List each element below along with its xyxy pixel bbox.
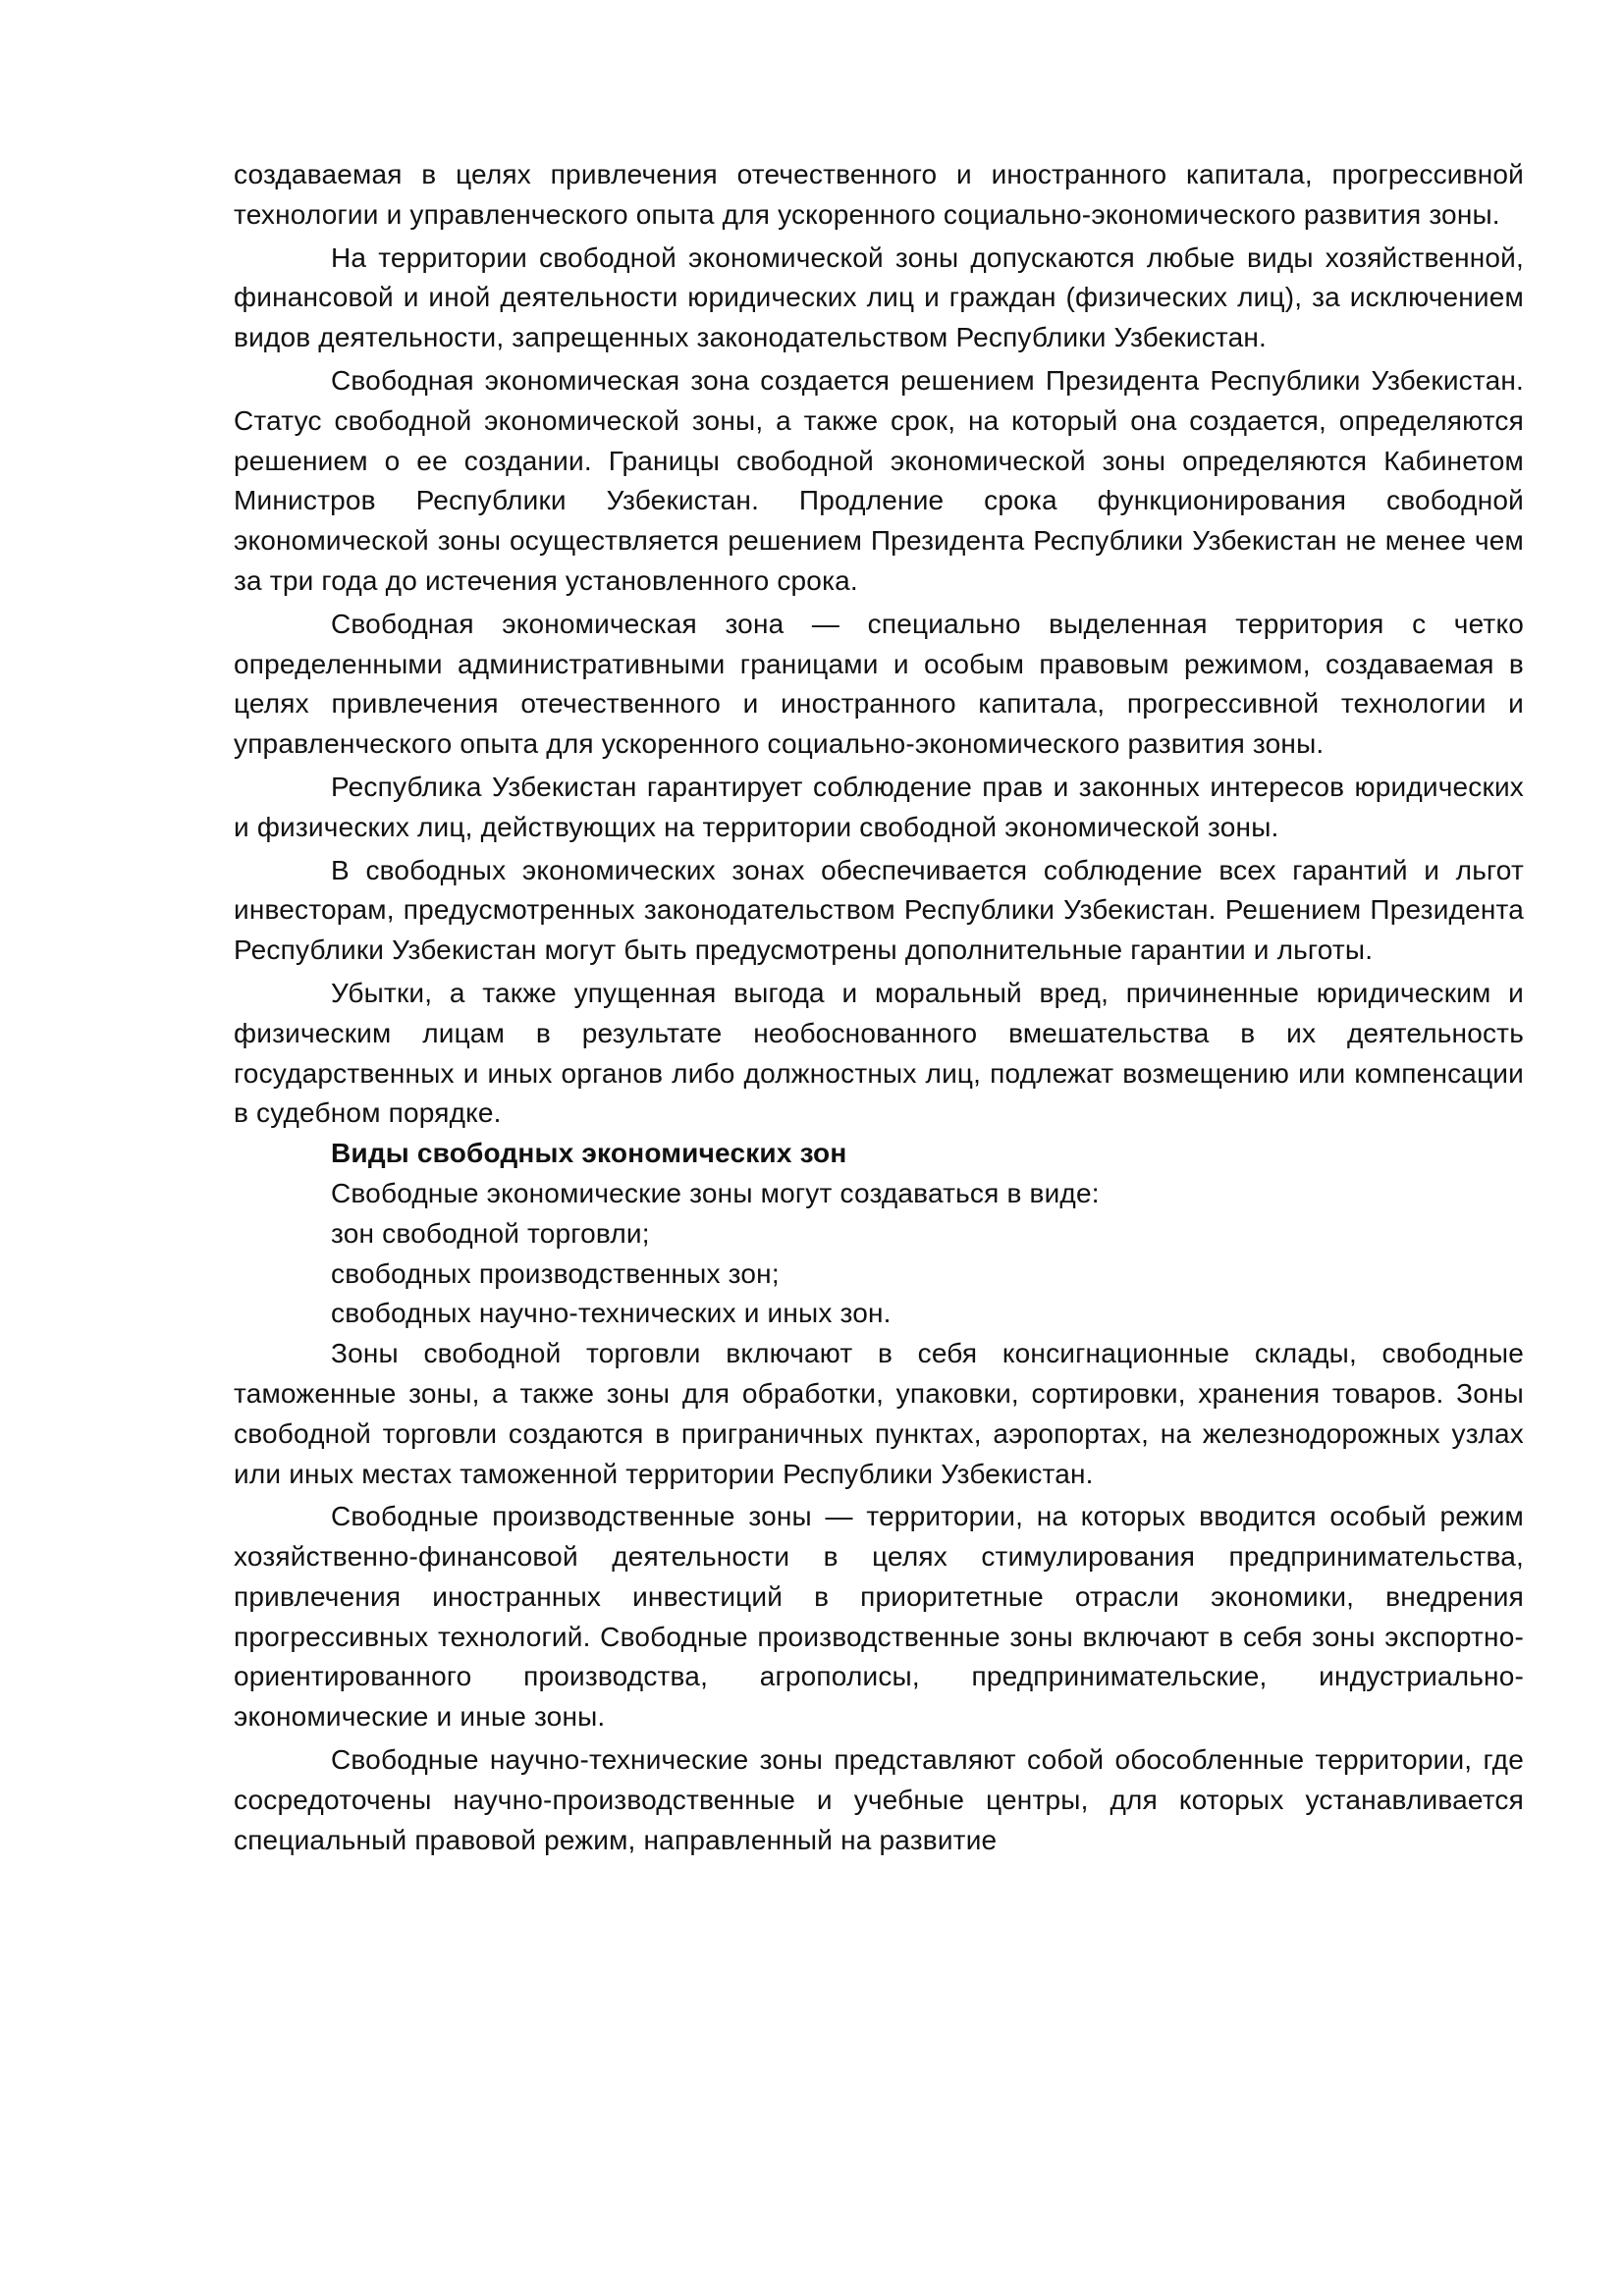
paragraph: Свободные научно-технические зоны представляют собой обособленные территории, где сосредоточены научно-производственные и учебные центры, для которых устанавливается специальный правовой режим, направленный на развитие — [234, 1744, 1524, 1855]
section-heading: Виды свободных экономических зон — [331, 1138, 847, 1169]
list-intro: Свободные экономические зоны могут создаваться в виде: — [331, 1177, 1100, 1208]
list-item: свободных производственных зон; — [331, 1257, 780, 1289]
paragraph-continued: создаваемая в целях привлечения отечественного и иностранного капитала, прогрессивной технологии и управленческого опыта для ускоренного социально-экономического развития зоны. — [234, 159, 1524, 230]
paragraph: На территории свободной экономической зоны допускаются любые виды хозяйственной, финансовой и иной деятельности юридических лиц и граждан (физических лиц), за исключением видов деятельности, запрещенных законодательством Республики Узбекистан. — [234, 241, 1524, 353]
list-item: свободных научно-технических и иных зон. — [331, 1298, 892, 1329]
paragraph: Свободная экономическая зона — специально выделенная территория с четко определенными административными границами и особым правовым режимом, создаваемая в целях привлечения отечественного и иностранного капитала, прогрессивной технологии и управленческого опыта для ускоренного социально-экономического развития зоны. — [234, 608, 1524, 760]
document-page — [234, 155, 1524, 1860]
list-item: зон свободной торговли; — [331, 1217, 650, 1249]
paragraph: Зоны свободной торговли включают в себя консигнационные склады, свободные таможенные зоны, а также зоны для обработки, упаковки, сортировки, хранения товаров. Зоны свободной торговли создаются в приграничных пунктах, аэропортах, на железнодорожных узлах или иных местах таможенной территории Республики Узбекистан. — [234, 1338, 1524, 1489]
paragraph: Свободная экономическая зона создается решением Президента Республики Узбекистан. Статус свободной экономической зоны, а также срок, на который она создается, определяются решением о ее создании. Границы свободной экономической зоны определяются Кабинетом Министров Республики Узбекистан. Продление срока функционирования свободной экономической зоны осуществляется решением Президента Республики Узбекистан не менее чем за три года до истечения установленного срока. — [234, 364, 1524, 596]
paragraph: Республика Узбекистан гарантирует соблюдение прав и законных интересов юридических и физических лиц, действующих на территории свободной экономической зоны. — [234, 771, 1524, 842]
paragraph: Свободные производственные зоны — территории, на которых вводится особый режим хозяйственно-финансовой деятельности в целях стимулирования предпринимательства, привлечения иностранных инвестиций в приоритетные отрасли экономики, внедрения прогрессивных технологий. Свободные производственные зоны включают в себя зоны экспортно-ориентированного производства, агрополисы, предпринимательские, индустриально-экономические и иные зоны. — [234, 1501, 1524, 1733]
paragraph: В свободных экономических зонах обеспечивается соблюдение всех гарантий и льгот инвесторам, предусмотренных законодательством Республики Узбекистан. Решением Президента Республики Узбекистан могут быть предусмотрены дополнительные гарантии и льготы. — [234, 854, 1524, 966]
paragraph: Убытки, а также упущенная выгода и моральный вред, причиненные юридическим и физическим лицам в результате необоснованного вмешательства в их деятельность государственных и иных органов либо должностных лиц, подлежат возмещению или компенсации в судебном порядке. — [234, 977, 1524, 1129]
